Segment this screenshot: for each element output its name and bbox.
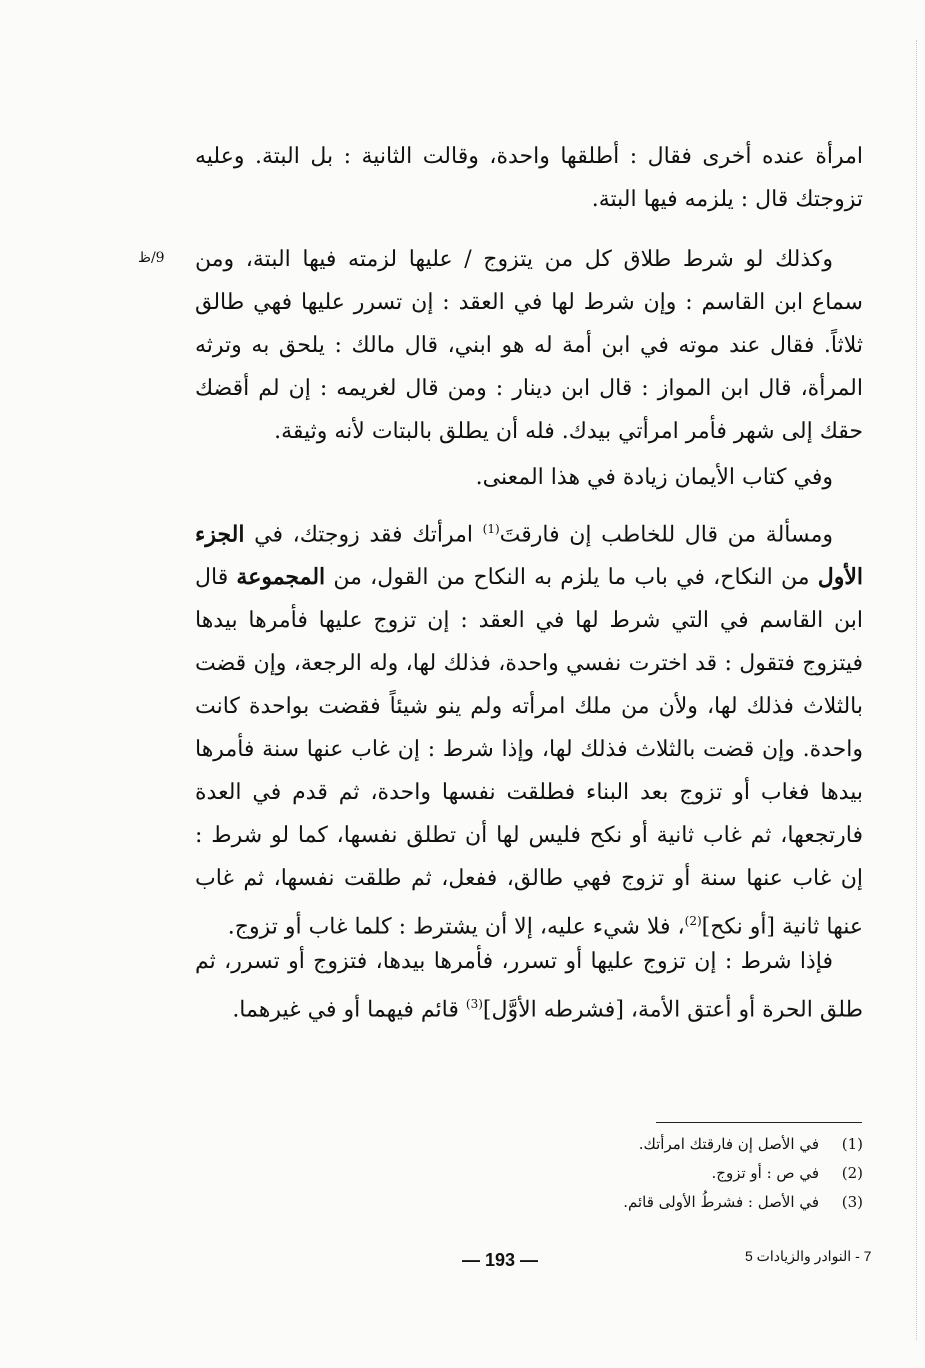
footnote-ref-2: (2) [684, 914, 702, 929]
paragraph-4 [195, 508, 863, 949]
footnote-number: (1) [841, 1135, 863, 1153]
paragraph-1-text: امرأة عنده أخرى فقال : أطلقها واحدة، وقالت الثانية : بل البتة. وعليه تزوجتك قال : يلزمه فيها البتة. [195, 144, 863, 212]
p4-segment-2: امرأتك فقد زوجتك، في [244, 522, 483, 548]
page-number: — 193 — [462, 1250, 539, 1270]
footnote-separator [656, 1122, 862, 1123]
footnote-number: (2) [841, 1164, 863, 1182]
scan-edge-shadow [914, 40, 917, 1340]
p4-segment-3: من النكاح، في باب ما يلزم به النكاح من القول، من [325, 565, 818, 591]
paragraph-3-text: وفي كتاب الأيمان زيادة في هذا المعنى. [475, 465, 833, 490]
paragraph-3 [195, 456, 863, 499]
footnote-text: في ص : أو تزوج. [711, 1164, 819, 1182]
footnotes [460, 1130, 863, 1217]
footnote-text: في الأصل إن فارقتك امرأتك. [638, 1135, 819, 1153]
paragraph-2 [195, 238, 863, 453]
p5-segment-2: قائم فيهما أو في غيرهما. [232, 997, 466, 1023]
paragraph-4-text [195, 508, 863, 949]
footnote-number: (3) [841, 1193, 863, 1211]
paragraph-1 [195, 135, 863, 221]
paragraph-5 [195, 940, 863, 1031]
p4-segment-4: قال ابن القاسم في التي شرط لها في العقد : إن تزوج عليها فأمرها بيدها فيتزوج فتقول : قد اخترت نفسي واحدة، فذلك لها، وله الرجعة، وإن قضت بالثلاث فذلك لها، ولأن من ملك امرأته ولم ينو شيئاً فقضت بواحدة كانت واحدة. وإن قضت بالثلاث فذلك لها، وإذا شرط : إن غاب عنها سنة فأمرها بيدها فغاب أو تزوج بعد البناء فطلقت نفسها واحدة، ثم قدم في العدة فارتجعها، ثم غاب ثانية أو نكح فليس لها أن تطلق نفسها، كما لو شرط : إن غاب عنها سنة أو تزوج فهي طالق، ففعل، ثم طلقت نفسها، ثم غاب عنها ثانية [أو نكح] [195, 565, 863, 940]
paragraph-5-text [195, 940, 863, 1031]
running-footer: 7 - النوادر والزيادات 5 [745, 1248, 872, 1264]
source-majmuah: المجموعة [236, 564, 326, 591]
footnote-1 [460, 1130, 863, 1159]
paragraph-2-text: وكذلك لو شرط طلاق كل من يتزوج / عليها لزمته فيها البتة، ومن سماع ابن القاسم : وإن شرط لها في العقد : إن تسرر عليها فهي طالق ثلاثاً. فقال عند موته في ابن أمة له هو ابني، قال مالك : يلحق به وترثه المرأة، قال ابن المواز : قال ابن دينار : ومن قال لغريمه : إن لم أقضك حقك إلى شهر فأمر امرأتي بيدك. فله أن يطلق بالبتات لأنه وثيقة. [195, 247, 863, 444]
footnote-3 [460, 1188, 863, 1217]
manuscript-folio-marker: 9/ظ [138, 250, 165, 266]
footnote-ref-3: (3) [465, 997, 483, 1011]
p4-segment-1: ومسألة من قال للخاطب إن فارقتَ [499, 522, 834, 548]
p5-segment-1: فإذا شرط : إن تزوج عليها أو تسرر، فأمرها بيدها، فتزوج أو تسرر، ثم طلق الحرة أو أعتق الأمة، [فشرطه الأوَّل] [195, 949, 863, 1023]
footnote-text: في الأصل : فشرطُ الأولى قائم. [623, 1193, 819, 1211]
footnote-2 [460, 1159, 863, 1188]
footnote-ref-1: (1) [482, 522, 500, 536]
source-part-one: الجزء الأول [195, 521, 864, 591]
p4-segment-5: ، فلا شيء عليه، إلا أن يشترط : كلما غاب أو تزوج. [227, 914, 685, 940]
